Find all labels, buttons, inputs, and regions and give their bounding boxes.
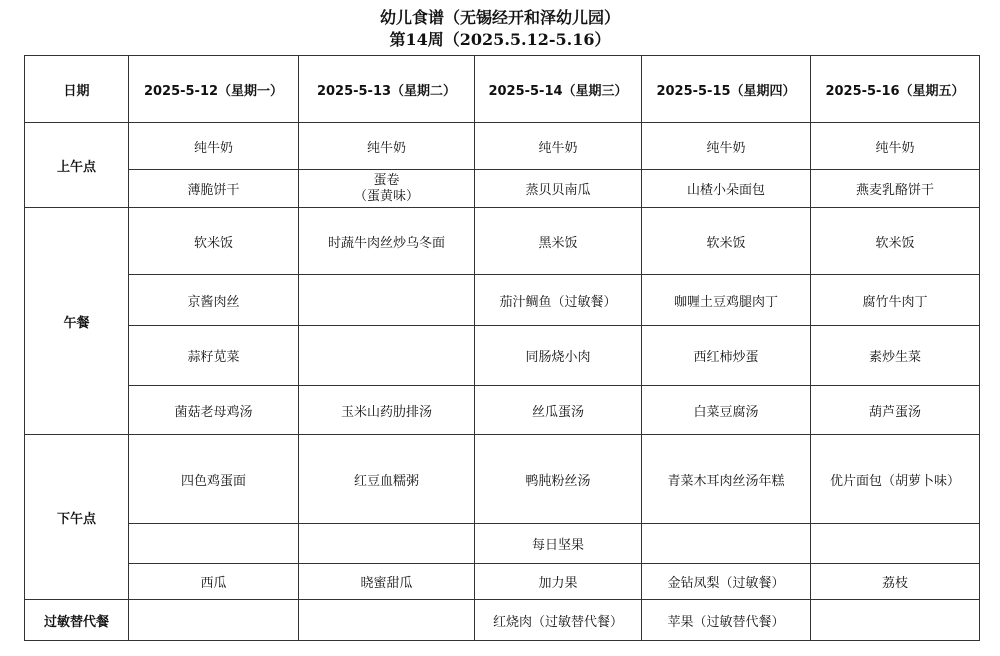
menu-cell: 腐竹牛肉丁 bbox=[811, 275, 980, 326]
menu-cell: 红烧肉（过敏替代餐） bbox=[475, 600, 642, 641]
menu-cell: 青菜木耳肉丝汤年糕 bbox=[642, 435, 811, 524]
menu-cell: 纯牛奶 bbox=[475, 123, 642, 170]
menu-cell: 玉米山药肋排汤 bbox=[299, 386, 475, 435]
menu-cell: 蒸贝贝南瓜 bbox=[475, 170, 642, 208]
menu-cell: 金钻凤梨（过敏餐） bbox=[642, 564, 811, 600]
menu-cell: 纯牛奶 bbox=[811, 123, 980, 170]
menu-cell: 丝瓜蛋汤 bbox=[475, 386, 642, 435]
menu-cell: 同肠烧小肉 bbox=[475, 326, 642, 386]
menu-cell: 四色鸡蛋面 bbox=[129, 435, 299, 524]
menu-cell: 纯牛奶 bbox=[299, 123, 475, 170]
morning-row-2 bbox=[25, 170, 980, 208]
menu-cell: 西红柿炒蛋 bbox=[642, 326, 811, 386]
menu-cell-line-1: 蛋卷 bbox=[373, 172, 400, 188]
allergy-substitute-label: 过敏替代餐 bbox=[25, 600, 129, 641]
lunch-row-2 bbox=[25, 275, 980, 326]
header-row bbox=[25, 56, 980, 123]
date-col-4: 2025-5-15（星期四） bbox=[642, 56, 811, 123]
menu-cell: 鸭肫粉丝汤 bbox=[475, 435, 642, 524]
afternoon-row-1 bbox=[25, 435, 980, 524]
afternoon-snack-label: 下午点 bbox=[25, 435, 129, 600]
menu-cell: 黑米饭 bbox=[475, 208, 642, 275]
menu-cell: 白菜豆腐汤 bbox=[642, 386, 811, 435]
menu-cell bbox=[299, 275, 475, 326]
lunch-label: 午餐 bbox=[25, 208, 129, 435]
menu-cell: 西瓜 bbox=[129, 564, 299, 600]
menu-cell: 荔枝 bbox=[811, 564, 980, 600]
menu-cell bbox=[811, 524, 980, 564]
menu-cell: 燕麦乳酪饼干 bbox=[811, 170, 980, 208]
menu-cell: 山楂小朵面包 bbox=[642, 170, 811, 208]
menu-cell: 每日坚果 bbox=[475, 524, 642, 564]
lunch-row-4 bbox=[25, 386, 980, 435]
date-col-2: 2025-5-13（星期二） bbox=[299, 56, 475, 123]
menu-cell: 红豆血糯粥 bbox=[299, 435, 475, 524]
menu-cell: 茄汁鲷鱼（过敏餐） bbox=[475, 275, 642, 326]
menu-cell: 软米饭 bbox=[129, 208, 299, 275]
date-header: 日期 bbox=[25, 56, 129, 123]
menu-title: 幼儿食谱（无锡经开和泽幼儿园） bbox=[379, 8, 620, 27]
menu-cell bbox=[642, 524, 811, 564]
menu-cell-line-2: （蛋黄味） bbox=[353, 188, 419, 204]
afternoon-row-3 bbox=[25, 564, 980, 600]
menu-cell: 薄脆饼干 bbox=[129, 170, 299, 208]
menu-cell bbox=[299, 524, 475, 564]
menu-cell: 菌菇老母鸡汤 bbox=[129, 386, 299, 435]
menu-cell: 纯牛奶 bbox=[129, 123, 299, 170]
menu-cell: 咖喱土豆鸡腿肉丁 bbox=[642, 275, 811, 326]
menu-cell bbox=[129, 600, 299, 641]
menu-cell: 葫芦蛋汤 bbox=[811, 386, 980, 435]
menu-cell: 素炒生菜 bbox=[811, 326, 980, 386]
menu-cell: 京酱肉丝 bbox=[129, 275, 299, 326]
menu-cell: 苹果（过敏替代餐） bbox=[642, 600, 811, 641]
date-col-3: 2025-5-14（星期三） bbox=[475, 56, 642, 123]
menu-cell-two-line bbox=[299, 170, 475, 208]
menu-cell: 软米饭 bbox=[642, 208, 811, 275]
allergy-row bbox=[25, 600, 980, 641]
menu-table bbox=[24, 55, 980, 641]
menu-cell: 优片面包（胡萝卜味） bbox=[811, 435, 980, 524]
menu-cell bbox=[299, 326, 475, 386]
morning-snack-label: 上午点 bbox=[25, 123, 129, 208]
date-col-5: 2025-5-16（星期五） bbox=[811, 56, 980, 123]
menu-cell: 蒜籽苋菜 bbox=[129, 326, 299, 386]
lunch-row-1 bbox=[25, 208, 980, 275]
menu-cell bbox=[129, 524, 299, 564]
lunch-row-3 bbox=[25, 326, 980, 386]
menu-cell: 晓蜜甜瓜 bbox=[299, 564, 475, 600]
menu-cell bbox=[299, 600, 475, 641]
menu-week-subtitle: 第14周（2025.5.12-5.16） bbox=[389, 30, 611, 49]
menu-cell bbox=[811, 600, 980, 641]
menu-cell: 时蔬牛肉丝炒乌冬面 bbox=[299, 208, 475, 275]
menu-cell: 软米饭 bbox=[811, 208, 980, 275]
date-col-1: 2025-5-12（星期一） bbox=[129, 56, 299, 123]
afternoon-row-2 bbox=[25, 524, 980, 564]
menu-cell: 加力果 bbox=[475, 564, 642, 600]
menu-cell: 纯牛奶 bbox=[642, 123, 811, 170]
morning-row-1 bbox=[25, 123, 980, 170]
